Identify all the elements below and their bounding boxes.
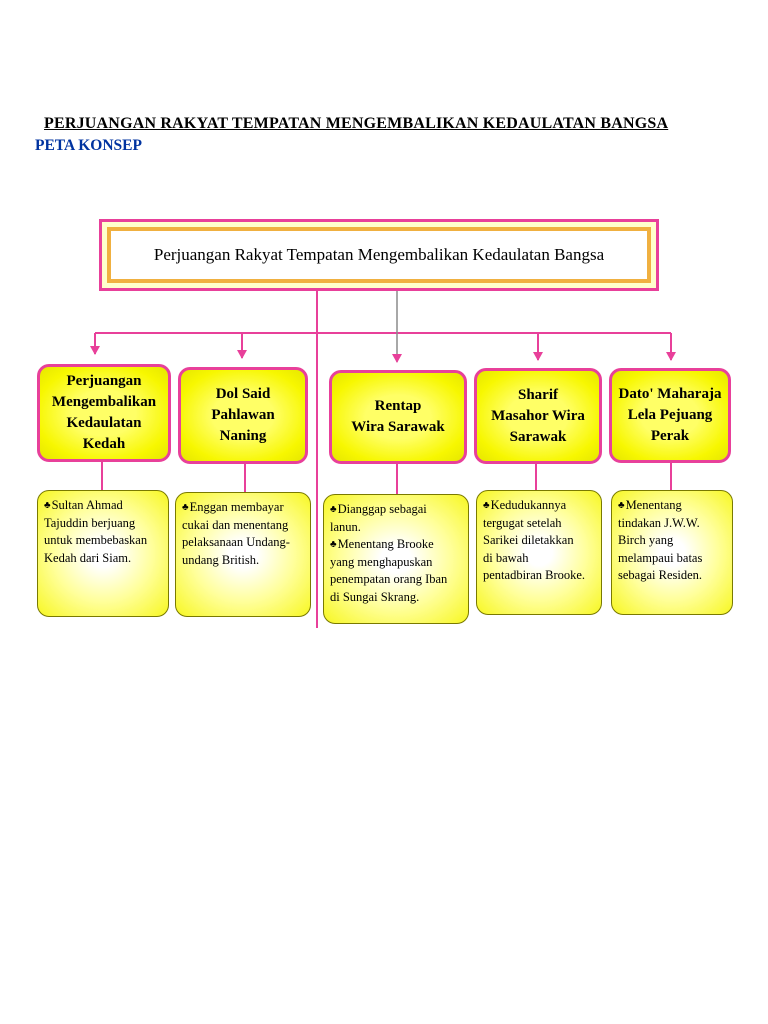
category-title: Sharif Masahor Wira Sarawak	[491, 386, 585, 445]
description-point: ♣Menentang Brooke yang menghapuskan penempatan orang Iban di Sungai Skrang.	[330, 537, 448, 604]
club-icon: ♣	[618, 500, 625, 511]
category-title: Rentap Wira Sarawak	[351, 398, 445, 435]
page-subtitle: PETA KONSEP	[35, 137, 142, 154]
description-rentap	[323, 494, 469, 624]
category-title: Dato' Maharaja Lela Pejuang Perak	[618, 386, 722, 444]
description-dato-maharaja-lela	[611, 490, 733, 615]
club-icon: ♣	[44, 500, 51, 511]
category-dato-maharaja-lela	[609, 368, 731, 463]
club-icon: ♣	[330, 504, 337, 515]
club-icon: ♣	[330, 539, 337, 550]
root-concept-label: Perjuangan Rakyat Tempatan Mengembalikan Kedaulatan Bangsa	[153, 245, 605, 264]
description-point: ♣Enggan membayar cukai dan menentang pelaksanaan Undang- undang British.	[182, 500, 290, 567]
category-title: Perjuangan Mengembalikan Kedaulatan Kedah	[51, 373, 157, 452]
description-point: ♣Menentang tindakan J.W.W. Birch yang melampaui batas sebagai Residen.	[618, 498, 703, 582]
description-point: ♣Kedudukannya tergugat setelah Sarikei diletakkan di bawah pentadbiran Brooke.	[483, 498, 586, 582]
description-dol-said	[175, 492, 311, 617]
club-icon: ♣	[483, 500, 490, 511]
category-dol-said	[178, 367, 308, 464]
description-point: ♣Dianggap sebagai lanun.	[330, 502, 427, 534]
category-sharif-masahor	[474, 368, 602, 464]
category-kedah	[37, 364, 171, 462]
root-concept-inner	[107, 227, 651, 283]
root-concept-box	[99, 219, 659, 291]
category-rentap	[329, 370, 467, 464]
description-sharif-masahor	[476, 490, 602, 615]
category-title: Dol Said Pahlawan Naning	[211, 386, 275, 444]
page-title: PERJUANGAN RAKYAT TEMPATAN MENGEMBALIKAN KEDAULATAN BANGSA	[44, 115, 669, 132]
description-point: ♣Sultan Ahmad Tajuddin berjuang untuk membebaskan Kedah dari Siam.	[44, 498, 148, 565]
club-icon: ♣	[182, 502, 189, 513]
description-kedah	[37, 490, 169, 617]
